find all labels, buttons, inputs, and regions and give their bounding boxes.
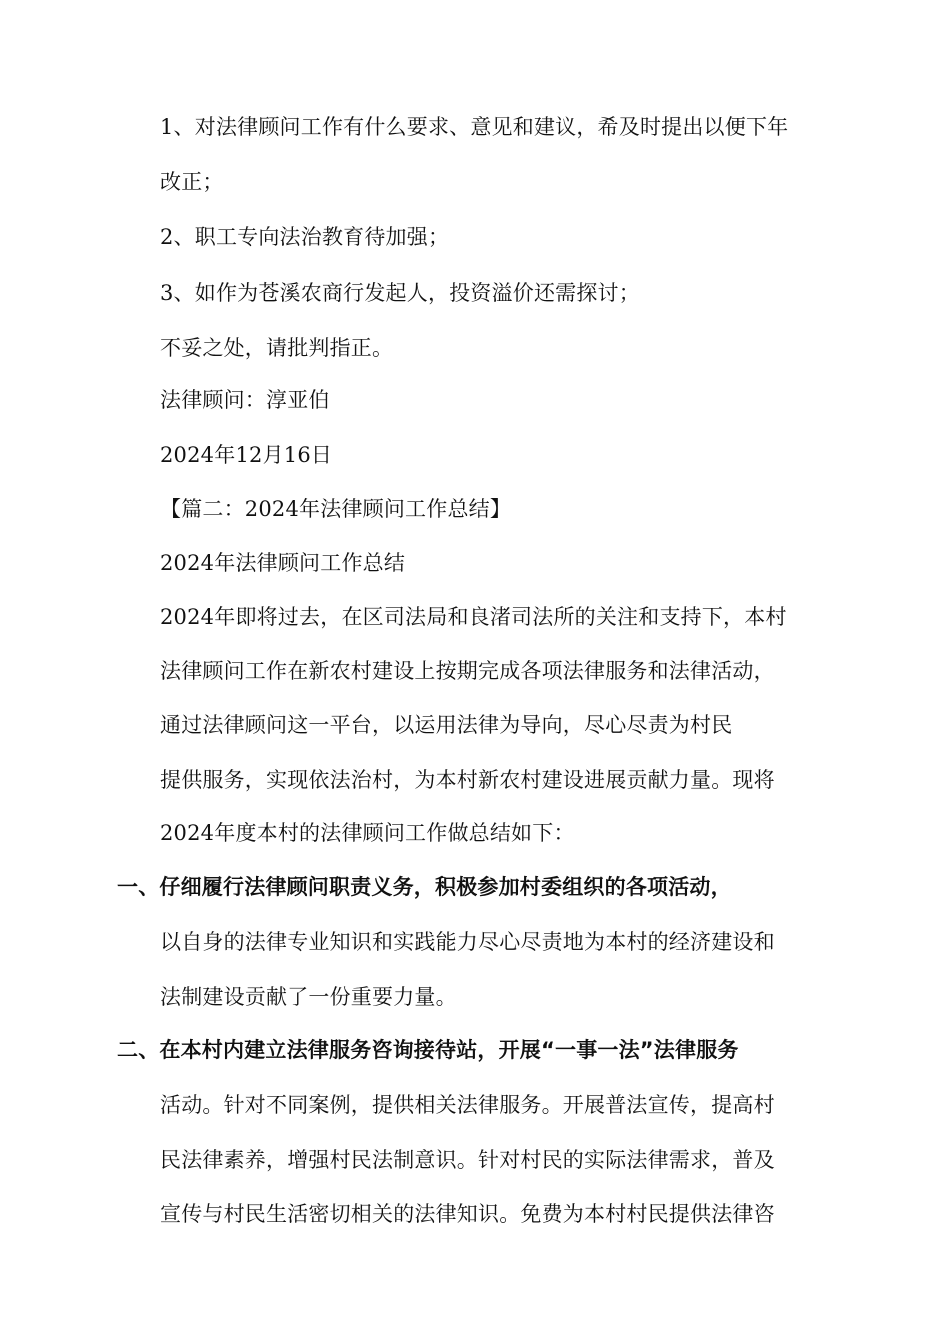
section-heading: 【篇二：2024年法律顾问工作总结】: [160, 497, 512, 521]
document-title: 2024年法律顾问工作总结: [160, 551, 406, 575]
text-line: 以自身的法律专业知识和实践能力尽心尽责地为本村的经济建设和: [160, 930, 775, 954]
item-heading-2: 二、在本村内建立法律服务咨询接待站，开展“一事一法”法律服务: [117, 1038, 739, 1062]
text-line: 1、对法律顾问工作有什么要求、意见和建议，希及时提出以便下年: [160, 115, 789, 139]
date-line: 2024年12月16日: [160, 443, 333, 467]
signature-line: 法律顾问：淳亚伯: [160, 388, 330, 412]
text-line: 法制建设贡献了一份重要力量。: [160, 985, 457, 1009]
text-line: 2024年度本村的法律顾问工作做总结如下：: [160, 821, 575, 845]
text-line: 3、如作为苍溪农商行发起人，投资溢价还需探讨；: [160, 281, 640, 305]
text-line: 法律顾问工作在新农村建设上按期完成各项法律服务和法律活动，: [160, 659, 775, 683]
text-line: 宣传与村民生活密切相关的法律知识。免费为本村村民提供法律咨: [160, 1202, 775, 1226]
text-line: 通过法律顾问这一平台，以运用法律为导向，尽心尽责为村民: [160, 713, 733, 737]
text-line: 2024年即将过去，在区司法局和良渚司法所的关注和支持下，本村: [160, 605, 787, 629]
text-line: 不妥之处，请批判指正。: [160, 336, 394, 360]
text-line: 提供服务，实现依法治村，为本村新农村建设进展贡献力量。现将: [160, 768, 775, 792]
text-line: 2、职工专向法治教育待加强；: [160, 225, 450, 249]
text-line: 民法律素养，增强村民法制意识。针对村民的实际法律需求，普及: [160, 1148, 775, 1172]
text-line: 活动。针对不同案例，提供相关法律服务。开展普法宣传，提高村: [160, 1093, 775, 1117]
text-line: 改正；: [160, 170, 224, 194]
item-heading-1: 一、仔细履行法律顾问职责义务，积极参加村委组织的各项活动，: [117, 875, 732, 899]
